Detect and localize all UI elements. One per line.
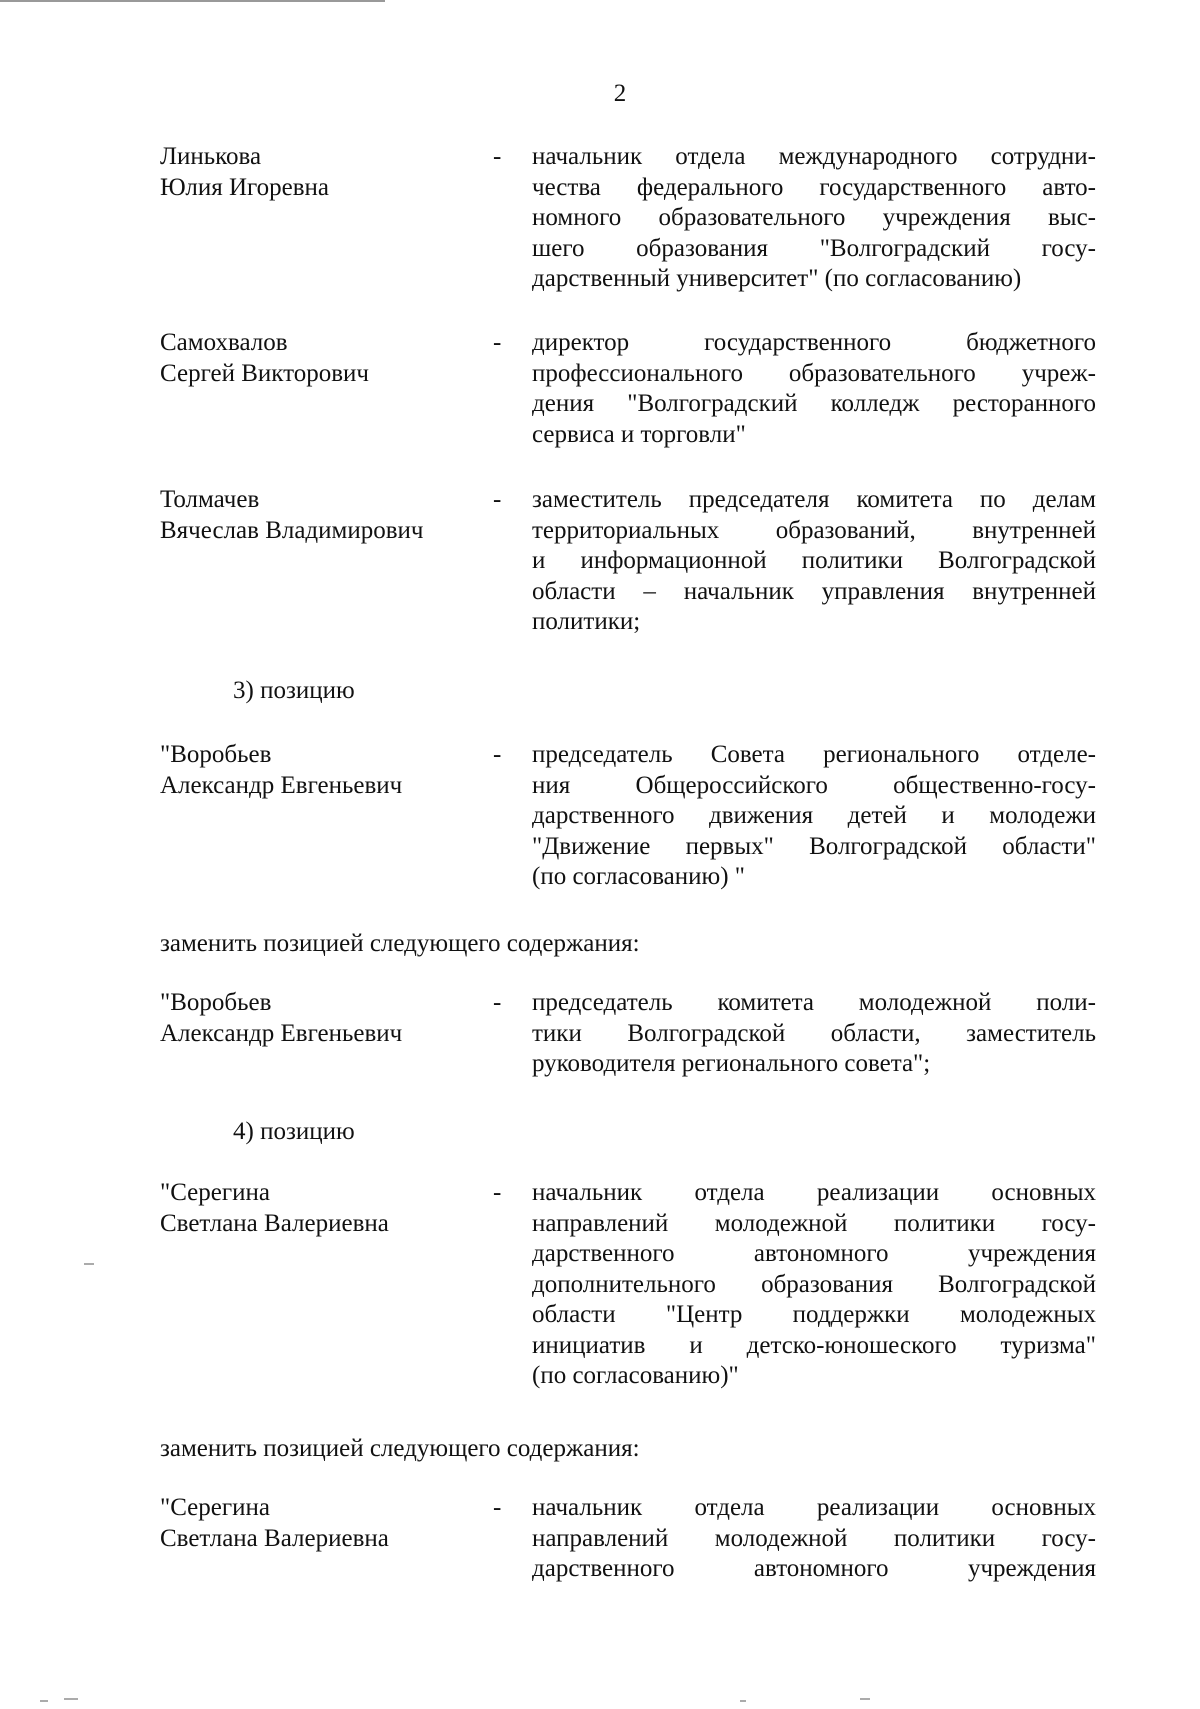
page-number: 2 (613, 80, 627, 107)
scan-artifact-line (0, 0, 385, 2)
person-surname: "Серегина (160, 1179, 270, 1206)
desc-line: шего образования "Волгоградский госу- (532, 234, 1096, 262)
desc-line: политики; (532, 608, 641, 635)
position-description (532, 988, 1096, 1080)
person-given-names: Александр Евгеньевич (160, 771, 403, 799)
scan-speck (84, 1263, 94, 1265)
person-surname: Линькова (160, 143, 262, 170)
position-description (532, 485, 1096, 638)
scan-speck (40, 1700, 48, 1702)
desc-line: дополнительного образования Волгоградской (532, 1270, 1096, 1298)
desc-line: "Движение первых" Волгоградской области" (532, 832, 1096, 860)
desc-line: председатель Совета регионального отделе- (532, 741, 1096, 768)
desc-line: направлений молодежной политики госу- (532, 1209, 1096, 1237)
entry-dash: - (493, 989, 502, 1016)
person-surname: "Воробьев (160, 741, 272, 768)
desc-line: области – начальник управления внутренней (532, 577, 1096, 605)
position-description (532, 740, 1096, 893)
desc-line: дарственного автономного учреждения (532, 1555, 1096, 1582)
desc-line: направлений молодежной политики госу- (532, 1524, 1096, 1552)
desc-line: инициатив и детско-юношеского туризма" (532, 1331, 1096, 1359)
scan-speck (64, 1698, 78, 1700)
entry-dash: - (493, 1494, 502, 1521)
entry-dash: - (493, 741, 502, 768)
person-surname: Самохвалов (160, 329, 288, 356)
person-name (160, 142, 480, 203)
desc-line: (по согласованию) " (532, 863, 745, 890)
desc-line: чества федерального государственного авто- (532, 173, 1096, 201)
desc-line: заместитель председателя комитета по делам (532, 486, 1096, 513)
person-given-names: Юлия Игоревна (160, 173, 330, 201)
person-surname: "Серегина (160, 1494, 270, 1521)
person-given-names: Светлана Валериевна (160, 1524, 389, 1552)
item-4-label: 4) позицию (233, 1118, 355, 1145)
desc-line: и информационной политики Волгоградской (532, 547, 1096, 574)
entry-dash: - (493, 1179, 502, 1206)
person-name (160, 485, 480, 546)
position-description (532, 1493, 1096, 1585)
entry-dash: - (493, 329, 502, 356)
desc-line: номного образовательного учреждения выс- (532, 204, 1096, 231)
position-description (532, 328, 1096, 450)
person-name (160, 1493, 480, 1554)
entry-dash: - (493, 486, 502, 513)
replace-instruction: заменить позицией следующего содержания: (160, 930, 640, 957)
replace-instruction: заменить позицией следующего содержания: (160, 1435, 640, 1462)
desc-line: начальник отдела реализации основных (532, 1494, 1096, 1521)
desc-line: начальник отдела международного сотрудни- (532, 143, 1096, 170)
person-given-names: Вячеслав Владимирович (160, 516, 424, 544)
person-surname: "Воробьев (160, 989, 272, 1016)
person-name (160, 740, 480, 801)
person-given-names: Светлана Валериевна (160, 1209, 389, 1237)
desc-line: тики Волгоградской области, заместитель (532, 1019, 1096, 1047)
person-name (160, 988, 480, 1049)
desc-line: директор государственного бюджетного (532, 329, 1096, 356)
person-surname: Толмачев (160, 486, 260, 513)
desc-line: ния Общероссийского общественно-госу- (532, 771, 1096, 799)
person-given-names: Сергей Викторович (160, 359, 369, 387)
person-given-names: Александр Евгеньевич (160, 1019, 403, 1047)
scan-speck (860, 1698, 870, 1700)
desc-line: руководителя регионального совета"; (532, 1050, 931, 1077)
position-description (532, 142, 1096, 295)
item-3-label: 3) позицию (233, 677, 355, 704)
person-name (160, 328, 480, 389)
desc-line: территориальных образований, внутренней (532, 516, 1096, 544)
desc-line: дарственного движения детей и молодежи (532, 802, 1096, 829)
desc-line: дарственный университет" (по согласованию) (532, 265, 1022, 292)
person-name (160, 1178, 480, 1239)
position-description (532, 1178, 1096, 1392)
desc-line: председатель комитета молодежной поли- (532, 989, 1096, 1016)
desc-line: начальник отдела реализации основных (532, 1179, 1096, 1206)
desc-line: профессионального образовательного учреж- (532, 359, 1096, 387)
entry-dash: - (493, 143, 502, 170)
desc-line: сервиса и торговли" (532, 420, 746, 448)
desc-line: (по согласованию)" (532, 1362, 739, 1389)
desc-line: дарственного автономного учреждения (532, 1240, 1096, 1267)
desc-line: дения "Волгоградский колледж ресторанного (532, 390, 1096, 417)
scan-speck (740, 1700, 746, 1702)
desc-line: области "Центр поддержки молодежных (532, 1301, 1096, 1328)
